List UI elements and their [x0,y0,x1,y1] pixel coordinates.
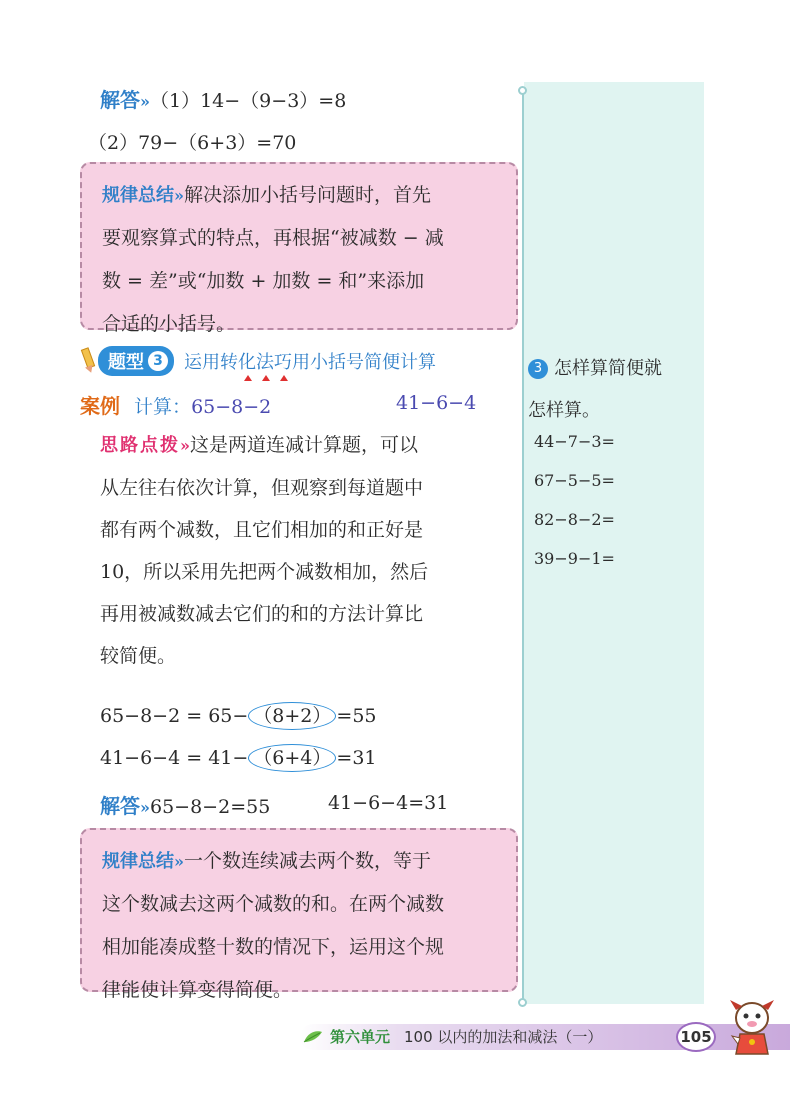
rule1-line: 要观察算式的特点，再根据“被减数 − 减 [102,227,444,249]
footer-text [330,1026,602,1047]
emphasis-dot-icon [280,375,288,381]
side-equation: 67−5−5= [534,471,615,490]
hint-line: 较简便。 [100,645,177,667]
case-expr-1: 65−8−2 [191,396,272,418]
side-question-number: 3 [528,359,548,379]
case-prefix: 计算： [134,396,192,418]
answer1-line1 [100,84,346,113]
type-number: 3 [148,351,168,371]
divider-bottom-dot [518,998,527,1007]
rule1-text-first: 解决添加小括号问题时，首先 [184,184,432,206]
hint-label: 思路点拨 [100,435,180,456]
rule2-line: 律能使计算变得简便。 [102,979,293,1001]
answer2-text2: 41−6−4=31 [328,792,449,814]
type-title-text: 运用转化法巧用小括号简便计算 [184,352,436,373]
hint-line: 都有两个减数，且它们相加的和正好是 [100,519,424,541]
case-expr-2: 41−6−4 [396,392,477,414]
emphasis-dot-icon [244,375,252,381]
hint-arrows-icon: » [180,436,190,455]
side-question-line2: 怎样算。 [528,400,600,421]
emphasis-dot-icon [262,375,270,381]
side-question-line1: 怎样算简便就 [554,358,662,379]
rule2-line: 相加能凑成整十数的情况下，运用这个规 [102,936,445,958]
answer1-label: 解答 [100,88,140,112]
pencil-icon [80,348,96,374]
rule2-arrows-icon: » [174,852,184,871]
side-divider [522,90,524,1002]
rule2-label: 规律总结 [102,851,174,872]
side-question [528,348,698,432]
answer2-label: 解答 [100,794,140,818]
side-equation: 44−7−3= [534,432,615,451]
rule1-line: 合适的小括号。 [102,313,236,335]
rule2-line: 这个数减去这两个减数的和。在两个减数 [102,893,445,915]
type-tag-label: 题型 [108,352,144,373]
hint-paragraph [100,424,520,677]
side-equation: 39−9−1= [534,549,615,568]
answer1-line2: （2）79−（6+3）=70 [88,132,297,154]
rule1-arrows-icon: » [174,186,184,205]
side-equation: 82−8−2= [534,510,615,529]
rule2-text-first: 一个数连续减去两个数，等于 [184,850,432,872]
answer2-line [100,790,270,819]
leaf-icon [302,1028,324,1044]
page-number: 105 [676,1022,716,1052]
side-panel [524,82,704,1004]
answer1-arrows-icon: » [140,92,150,111]
work-line-2 [100,744,377,772]
type3-heading [80,346,436,376]
hint-line: 从左往右依次计算，但观察到每道题中 [100,477,424,499]
hint-text-first: 这是两道连减计算题，可以 [190,434,419,456]
answer2-arrows-icon: » [140,798,150,817]
footer-title: 100 以内的加法和减法（一） [404,1028,603,1046]
rule1-line: 数 = 差”或“加数 + 加数 = 和”来添加 [102,270,425,292]
case-label: 案例 [80,394,120,418]
mascot-icon [722,996,782,1060]
work1-pre: 65−8−2 = 65− [100,705,249,727]
work2-pre: 41−6−4 = 41− [100,747,249,769]
answer1-text1: （1）14−（9−3）=8 [150,90,347,112]
work-line-1 [100,702,377,730]
rule-summary-box-2 [80,828,518,1001]
work1-post: =55 [336,705,377,727]
footer-unit: 第六单元 [330,1028,391,1046]
work2-post: =31 [336,747,377,769]
rule-summary-box-1 [80,162,518,335]
hint-line: 再用被减数减去它们的和的方法计算比 [100,603,424,625]
type-title [184,348,436,374]
type-tag [98,346,174,376]
case-line [80,390,271,419]
hint-line: 10，所以采用先把两个减数相加，然后 [100,561,429,583]
work1-circled-group: （8+2） [248,702,336,730]
divider-top-dot [518,86,527,95]
rule1-label: 规律总结 [102,185,174,206]
answer2-text1: 65−8−2=55 [150,796,271,818]
work2-circled-group: （6+4） [248,744,336,772]
